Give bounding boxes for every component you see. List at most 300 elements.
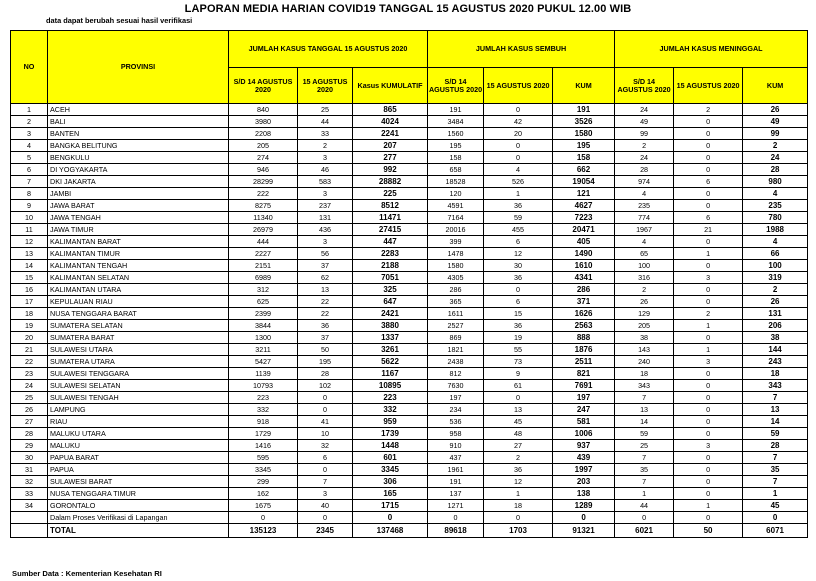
sembuh-kum: 1997 [553,464,615,476]
province-name: KALIMANTAN SELATAN [48,272,229,284]
header-group-kasus: JUMLAH KASUS TANGGAL 15 AGUSTUS 2020 [229,31,428,68]
province-name: JAWA TIMUR [48,224,229,236]
kasus-today: 33 [298,128,353,140]
sembuh-today: 4 [484,164,553,176]
sembuh-kum: 581 [553,416,615,428]
meninggal-kum: 38 [743,332,808,344]
sembuh-kum: 247 [553,404,615,416]
province-name: SULAWESI TENGAH [48,392,229,404]
table-row [11,368,808,380]
meninggal-kum: 2 [743,284,808,296]
meninggal-today: 21 [674,224,743,236]
province-name: BANGKA BELITUNG [48,140,229,152]
sembuh-today: 20 [484,128,553,140]
meninggal-kum: 35 [743,464,808,476]
province-name: NUSA TENGGARA TIMUR [48,488,229,500]
sembuh-today: 12 [484,248,553,260]
sembuh-sd: 812 [428,368,484,380]
kasus-kum: 2241 [353,128,428,140]
sembuh-today: 6 [484,296,553,308]
meninggal-kum: 343 [743,380,808,392]
province-name: JAWA TENGAH [48,212,229,224]
row-no: 7 [11,176,48,188]
table-row [11,512,808,524]
kasus-today: 3 [298,152,353,164]
kasus-kum: 332 [353,404,428,416]
header-sembuh-today: 15 AGUSTUS 2020 [484,68,553,104]
meninggal-sd: 143 [615,344,674,356]
kasus-sd: 162 [229,488,298,500]
kasus-sd: 10793 [229,380,298,392]
kasus-kum: 601 [353,452,428,464]
sembuh-kum: 2511 [553,356,615,368]
row-no: 15 [11,272,48,284]
table-row [11,248,808,260]
sembuh-kum: 3526 [553,116,615,128]
table-row [11,272,808,284]
sembuh-kum: 286 [553,284,615,296]
kasus-today: 44 [298,116,353,128]
meninggal-sd: 24 [615,104,674,116]
province-name: Dalam Proses Verifikasi di Lapangan [48,512,229,524]
kasus-kum: 4024 [353,116,428,128]
total-sembuh-kum: 91321 [553,524,615,538]
table-row [11,320,808,332]
sembuh-kum: 191 [553,104,615,116]
sembuh-sd: 4305 [428,272,484,284]
report-title: LAPORAN MEDIA HARIAN COVID19 TANGGAL 15 AGUSTUS 2020 PUKUL 12.00 WIB [184,3,632,15]
kasus-today: 0 [298,392,353,404]
kasus-sd: 946 [229,164,298,176]
kasus-kum: 992 [353,164,428,176]
kasus-sd: 11340 [229,212,298,224]
kasus-sd: 299 [229,476,298,488]
province-name: KEPULAUAN RIAU [48,296,229,308]
sembuh-sd: 437 [428,452,484,464]
meninggal-sd: 0 [615,512,674,524]
kasus-kum: 2421 [353,308,428,320]
province-name: SULAWESI SELATAN [48,380,229,392]
kasus-sd: 2151 [229,260,298,272]
province-name: PAPUA BARAT [48,452,229,464]
meninggal-today: 1 [674,344,743,356]
kasus-kum: 0 [353,512,428,524]
table-row [11,344,808,356]
meninggal-kum: 66 [743,248,808,260]
total-sembuh-sd: 89618 [428,524,484,538]
table-row [11,428,808,440]
kasus-kum: 1739 [353,428,428,440]
kasus-sd: 1139 [229,368,298,380]
meninggal-kum: 4 [743,236,808,248]
kasus-today: 102 [298,380,353,392]
kasus-today: 0 [298,404,353,416]
meninggal-kum: 18 [743,368,808,380]
meninggal-kum: 319 [743,272,808,284]
kasus-kum: 2188 [353,260,428,272]
sembuh-sd: 1821 [428,344,484,356]
meninggal-kum: 980 [743,176,808,188]
row-no: 10 [11,212,48,224]
kasus-sd: 26979 [229,224,298,236]
sembuh-today: 0 [484,392,553,404]
sembuh-today: 36 [484,272,553,284]
meninggal-kum: 780 [743,212,808,224]
province-name: SUMATERA SELATAN [48,320,229,332]
meninggal-today: 3 [674,356,743,368]
table-row [11,332,808,344]
sembuh-today: 30 [484,260,553,272]
sembuh-today: 6 [484,236,553,248]
total-sembuh-today: 1703 [484,524,553,538]
kasus-sd: 223 [229,392,298,404]
province-name: SUMATERA BARAT [48,332,229,344]
row-no: 23 [11,368,48,380]
kasus-sd: 595 [229,452,298,464]
sembuh-sd: 0 [428,512,484,524]
province-name: MALUKU UTARA [48,428,229,440]
meninggal-kum: 100 [743,260,808,272]
sembuh-kum: 1876 [553,344,615,356]
meninggal-today: 3 [674,440,743,452]
kasus-today: 6 [298,452,353,464]
sembuh-sd: 365 [428,296,484,308]
row-no: 4 [11,140,48,152]
sembuh-today: 55 [484,344,553,356]
sembuh-sd: 869 [428,332,484,344]
sembuh-today: 0 [484,104,553,116]
meninggal-today: 1 [674,500,743,512]
meninggal-sd: 1967 [615,224,674,236]
row-no: 11 [11,224,48,236]
row-no: 13 [11,248,48,260]
sembuh-sd: 958 [428,428,484,440]
meninggal-sd: 4 [615,188,674,200]
kasus-sd: 205 [229,140,298,152]
meninggal-today: 0 [674,332,743,344]
header-group-sembuh: JUMLAH KASUS SEMBUH [428,31,615,68]
sembuh-sd: 234 [428,404,484,416]
total-meninggal-sd: 6021 [615,524,674,538]
total-row-no [11,524,48,538]
meninggal-sd: 774 [615,212,674,224]
kasus-kum: 1448 [353,440,428,452]
kasus-today: 237 [298,200,353,212]
province-name: KALIMANTAN TENGAH [48,260,229,272]
kasus-today: 0 [298,512,353,524]
sembuh-kum: 158 [553,152,615,164]
meninggal-sd: 65 [615,248,674,260]
total-meninggal-today: 50 [674,524,743,538]
table-row [11,500,808,512]
kasus-sd: 840 [229,104,298,116]
sembuh-sd: 195 [428,140,484,152]
sembuh-kum: 937 [553,440,615,452]
sembuh-kum: 1490 [553,248,615,260]
sembuh-kum: 0 [553,512,615,524]
row-no: 21 [11,344,48,356]
sembuh-sd: 137 [428,488,484,500]
meninggal-today: 0 [674,452,743,464]
meninggal-today: 0 [674,164,743,176]
table-row [11,140,808,152]
meninggal-today: 0 [674,236,743,248]
sembuh-kum: 371 [553,296,615,308]
sembuh-kum: 888 [553,332,615,344]
row-no: 12 [11,236,48,248]
kasus-today: 131 [298,212,353,224]
sembuh-kum: 821 [553,368,615,380]
row-no: 2 [11,116,48,128]
sembuh-kum: 1610 [553,260,615,272]
kasus-kum: 3261 [353,344,428,356]
meninggal-kum: 4 [743,188,808,200]
table-row [11,116,808,128]
kasus-today: 583 [298,176,353,188]
kasus-sd: 274 [229,152,298,164]
sembuh-sd: 20016 [428,224,484,236]
kasus-sd: 2399 [229,308,298,320]
row-no: 8 [11,188,48,200]
kasus-today: 3 [298,488,353,500]
kasus-sd: 332 [229,404,298,416]
kasus-today: 436 [298,224,353,236]
meninggal-today: 0 [674,512,743,524]
report-subtitle: data dapat berubah sesuai hasil verifikasi [46,16,193,25]
sembuh-today: 42 [484,116,553,128]
meninggal-sd: 25 [615,440,674,452]
meninggal-today: 2 [674,308,743,320]
table-row [11,380,808,392]
table-row [11,128,808,140]
table-row [11,440,808,452]
sembuh-sd: 399 [428,236,484,248]
row-no: 3 [11,128,48,140]
kasus-today: 10 [298,428,353,440]
table-row [11,308,808,320]
row-no: 9 [11,200,48,212]
sembuh-kum: 1626 [553,308,615,320]
meninggal-sd: 49 [615,116,674,128]
header-sembuh-sd: S/D 14 AGUSTUS 2020 [428,68,484,104]
row-no: 29 [11,440,48,452]
sembuh-sd: 1271 [428,500,484,512]
kasus-today: 32 [298,440,353,452]
sembuh-sd: 536 [428,416,484,428]
sembuh-sd: 1611 [428,308,484,320]
meninggal-kum: 28 [743,164,808,176]
meninggal-today: 0 [674,380,743,392]
table-row [11,236,808,248]
meninggal-kum: 7 [743,452,808,464]
province-name: BANTEN [48,128,229,140]
row-no: 18 [11,308,48,320]
table-row [11,488,808,500]
meninggal-today: 3 [674,272,743,284]
sembuh-today: 0 [484,152,553,164]
header-meninggal-sd: S/D 14 AGUSTUS 2020 [615,68,674,104]
meninggal-kum: 45 [743,500,808,512]
sembuh-today: 13 [484,404,553,416]
meninggal-kum: 99 [743,128,808,140]
sembuh-kum: 197 [553,392,615,404]
meninggal-today: 0 [674,368,743,380]
kasus-today: 2 [298,140,353,152]
sembuh-today: 45 [484,416,553,428]
header-meninggal-today: 15 AGUSTUS 2020 [674,68,743,104]
meninggal-today: 0 [674,392,743,404]
meninggal-kum: 144 [743,344,808,356]
row-no: 26 [11,404,48,416]
kasus-sd: 3345 [229,464,298,476]
meninggal-kum: 26 [743,104,808,116]
sembuh-sd: 191 [428,476,484,488]
sembuh-kum: 20471 [553,224,615,236]
sembuh-sd: 286 [428,284,484,296]
meninggal-kum: 14 [743,416,808,428]
table-row [11,176,808,188]
kasus-today: 40 [298,500,353,512]
sembuh-sd: 1478 [428,248,484,260]
kasus-sd: 2208 [229,128,298,140]
meninggal-kum: 2 [743,140,808,152]
meninggal-sd: 7 [615,452,674,464]
meninggal-sd: 240 [615,356,674,368]
row-no [11,512,48,524]
row-no: 34 [11,500,48,512]
sembuh-today: 61 [484,380,553,392]
province-name: PAPUA [48,464,229,476]
kasus-today: 13 [298,284,353,296]
kasus-kum: 7051 [353,272,428,284]
meninggal-sd: 316 [615,272,674,284]
meninggal-today: 0 [674,200,743,212]
kasus-sd: 8275 [229,200,298,212]
sembuh-sd: 2438 [428,356,484,368]
meninggal-sd: 13 [615,404,674,416]
meninggal-today: 0 [674,260,743,272]
sembuh-sd: 1580 [428,260,484,272]
kasus-kum: 10895 [353,380,428,392]
meninggal-today: 0 [674,152,743,164]
sembuh-kum: 439 [553,452,615,464]
sembuh-today: 9 [484,368,553,380]
row-no: 30 [11,452,48,464]
kasus-kum: 959 [353,416,428,428]
meninggal-sd: 100 [615,260,674,272]
table-row [11,104,808,116]
meninggal-sd: 26 [615,296,674,308]
meninggal-sd: 205 [615,320,674,332]
sembuh-today: 0 [484,512,553,524]
meninggal-kum: 7 [743,392,808,404]
kasus-sd: 3980 [229,116,298,128]
meninggal-sd: 2 [615,140,674,152]
meninggal-sd: 4 [615,236,674,248]
meninggal-today: 0 [674,476,743,488]
sembuh-kum: 4627 [553,200,615,212]
meninggal-kum: 26 [743,296,808,308]
meninggal-sd: 24 [615,152,674,164]
table-row [11,296,808,308]
header-no: NO [11,31,48,104]
sembuh-today: 15 [484,308,553,320]
sembuh-today: 19 [484,332,553,344]
kasus-kum: 1715 [353,500,428,512]
province-name: BENGKULU [48,152,229,164]
row-no: 27 [11,416,48,428]
table-row [11,260,808,272]
kasus-kum: 3880 [353,320,428,332]
kasus-kum: 8512 [353,200,428,212]
kasus-kum: 207 [353,140,428,152]
meninggal-today: 0 [674,416,743,428]
table-row [11,164,808,176]
table-row [11,392,808,404]
row-no: 20 [11,332,48,344]
kasus-today: 7 [298,476,353,488]
sembuh-kum: 1580 [553,128,615,140]
sembuh-kum: 1006 [553,428,615,440]
total-label: TOTAL [48,524,229,538]
row-no: 31 [11,464,48,476]
kasus-sd: 1416 [229,440,298,452]
meninggal-today: 0 [674,296,743,308]
sembuh-sd: 910 [428,440,484,452]
sembuh-kum: 19054 [553,176,615,188]
kasus-kum: 27415 [353,224,428,236]
meninggal-today: 0 [674,404,743,416]
total-kasus-sd: 135123 [229,524,298,538]
sembuh-today: 455 [484,224,553,236]
header-provinsi: PROVINSI [48,31,229,104]
row-no: 28 [11,428,48,440]
meninggal-kum: 24 [743,152,808,164]
sembuh-sd: 7164 [428,212,484,224]
province-name: SULAWESI BARAT [48,476,229,488]
kasus-sd: 312 [229,284,298,296]
table-body [11,104,808,538]
header-group-meninggal: JUMLAH KASUS MENINGGAL [615,31,808,68]
sembuh-sd: 2527 [428,320,484,332]
meninggal-kum: 49 [743,116,808,128]
row-no: 22 [11,356,48,368]
province-name: MALUKU [48,440,229,452]
kasus-today: 62 [298,272,353,284]
meninggal-kum: 1988 [743,224,808,236]
meninggal-today: 0 [674,428,743,440]
kasus-sd: 222 [229,188,298,200]
meninggal-sd: 59 [615,428,674,440]
kasus-sd: 28299 [229,176,298,188]
province-name: SUMATERA UTARA [48,356,229,368]
kasus-today: 28 [298,368,353,380]
row-no: 6 [11,164,48,176]
province-name: KALIMANTAN UTARA [48,284,229,296]
kasus-kum: 2283 [353,248,428,260]
sembuh-sd: 18528 [428,176,484,188]
province-name: GORONTALO [48,500,229,512]
meninggal-sd: 235 [615,200,674,212]
province-name: KALIMANTAN BARAT [48,236,229,248]
kasus-sd: 0 [229,512,298,524]
province-name: SULAWESI TENGGARA [48,368,229,380]
meninggal-sd: 974 [615,176,674,188]
kasus-kum: 28882 [353,176,428,188]
meninggal-sd: 129 [615,308,674,320]
kasus-kum: 11471 [353,212,428,224]
meninggal-sd: 18 [615,368,674,380]
